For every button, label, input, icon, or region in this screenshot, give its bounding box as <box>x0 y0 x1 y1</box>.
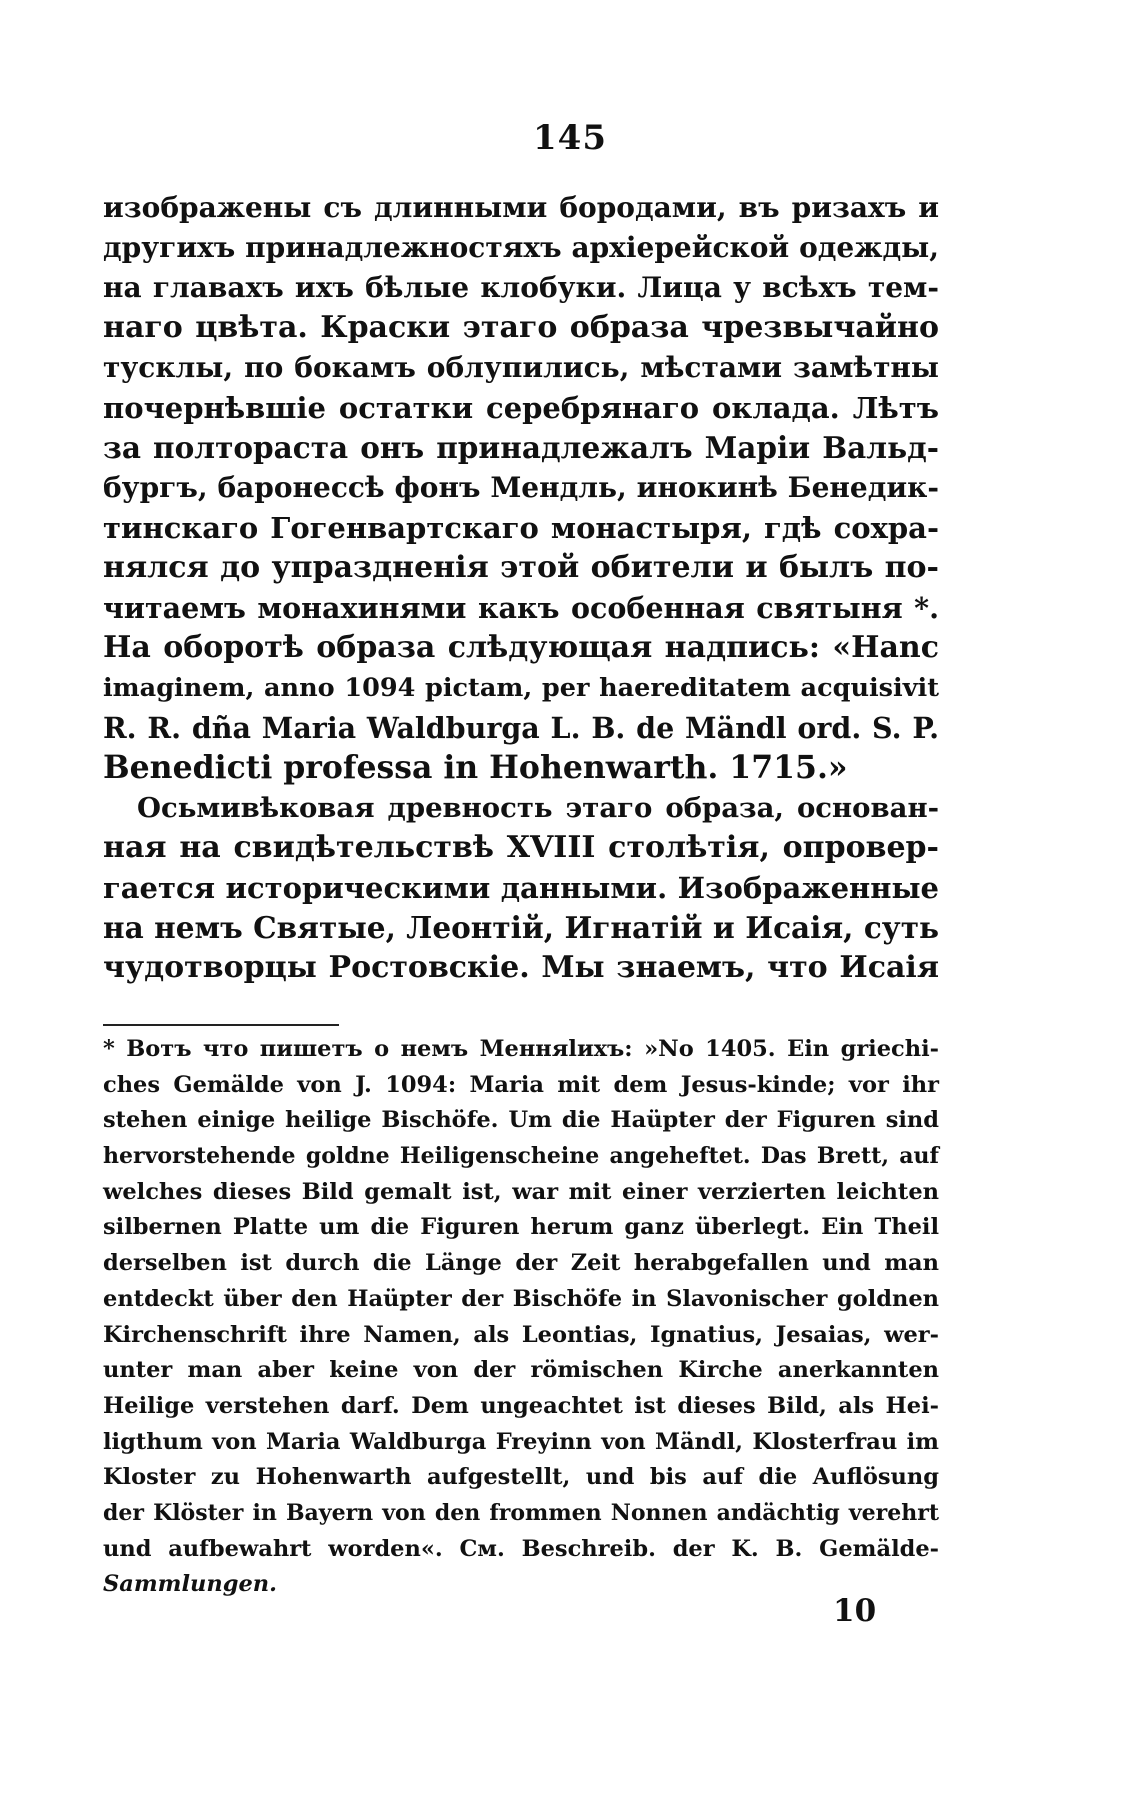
text-line: чудотворцы Ростовскіе. Мы знаемъ, что Исаія <box>103 950 939 985</box>
text-line: тусклы, по бокамъ облупились, мѣстами замѣтны <box>103 351 939 384</box>
footnote-line: derselben ist durch die Länge der Zeit herabgefallen und man <box>103 1250 939 1277</box>
text-line: R. R. dña Maria Waldburga L. B. de Mändl ord. S. P. <box>103 711 939 745</box>
footnote-line: Kloster zu Hohenwarth aufgestellt, und bis auf die Auflösung <box>103 1464 939 1491</box>
main-text-block <box>103 188 939 988</box>
text-line: наго цвѣта. Краски этаго образа чрезвычайно <box>103 310 939 345</box>
page-number: 145 <box>533 118 607 158</box>
footnote-line: stehen einige heilige Bischöfe. Um die Haüpter der Figuren sind <box>103 1107 939 1134</box>
signature-mark: 10 <box>833 1593 877 1629</box>
footnote-divider <box>103 1024 339 1026</box>
footnote-line: ligthum von Maria Waldburga Freyinn von Mändl, Klosterfrau im <box>103 1428 939 1455</box>
text-line: на главахъ ихъ бѣлые клобуки. Лица у всѣхъ тем- <box>103 271 939 304</box>
text-line: почернѣвшіе остатки серебрянаго оклада. Лѣтъ <box>103 391 939 425</box>
footnote-line: silbernen Platte um die Figuren herum ganz überlegt. Ein Theil <box>103 1214 939 1241</box>
text-line: гается историческими данными. Изображенные <box>103 871 939 905</box>
text-line: на немъ Святые, Леонтій, Игнатій и Исаія, суть <box>103 910 939 945</box>
footnote-line: ches Gemälde von J. 1094: Maria mit dem Jesus-kinde; vor ihr <box>103 1071 939 1098</box>
footnote-line: der Klöster in Bayern von den frommen Nonnen andächtig verehrt <box>103 1499 939 1526</box>
text-line: Benedicti professa in Hohenwarth. 1715.» <box>103 749 848 786</box>
footnote-line: hervorstehende goldne Heiligenscheine angeheftet. Das Brett, auf <box>103 1143 939 1170</box>
footnote-line: welches dieses Bild gemalt ist, war mit einer verzierten leichten <box>103 1178 939 1205</box>
footnote-block <box>103 1032 939 1603</box>
text-line: ная на свидѣтельствѣ XVIII столѣтія, опровер- <box>103 830 939 865</box>
footnote-line: entdeckt über den Haüpter der Bischöfe in Slavonischer goldnen <box>103 1285 939 1312</box>
footnote-line: Kirchenschrift ihre Namen, als Leontias, Ignatius, Jesaias, wer- <box>103 1321 939 1348</box>
text-line: imaginem, anno 1094 pictam, per haereditatem acquisivit <box>103 673 939 703</box>
text-line: читаемъ монахинями какъ особенная святыня *. <box>103 591 939 625</box>
text-line: изображены съ длинными бородами, въ ризахъ и <box>103 191 939 224</box>
text-line: тинскаго Гогенвартскаго монастыря, гдѣ сохра- <box>103 511 939 545</box>
text-line: На оборотѣ образа слѣдующая надпись: «Hanc <box>103 630 939 665</box>
footnote-line: Heilige verstehen darf. Dem ungeachtet ist dieses Bild, als Hei- <box>103 1392 939 1419</box>
text-line: другихъ принадлежностяхъ архіерейской одежды, <box>103 231 939 264</box>
text-line: бургъ, баронессѣ фонъ Мендль, инокинѣ Бенедик- <box>103 471 939 504</box>
text-line: за полтораста онъ принадлежалъ Маріи Вальд- <box>103 430 939 465</box>
text-line: нялся до упраздненія этой обители и былъ по- <box>103 550 939 585</box>
footnote-line: * Вотъ что пишетъ о немъ Менняlихъ: »No 1405. Ein griechi- <box>103 1036 939 1062</box>
paragraph-start-line: Осьмивѣковая древность этаго образа, основан- <box>137 792 939 824</box>
footnote-line: unter man aber keine von der römischen Kirche anerkannten <box>103 1357 939 1384</box>
footnote-line: und aufbewahrt worden«. См. Beschreib. der K. B. Gemälde- <box>103 1535 939 1562</box>
footnote-line: Sammlungen. <box>103 1571 277 1598</box>
